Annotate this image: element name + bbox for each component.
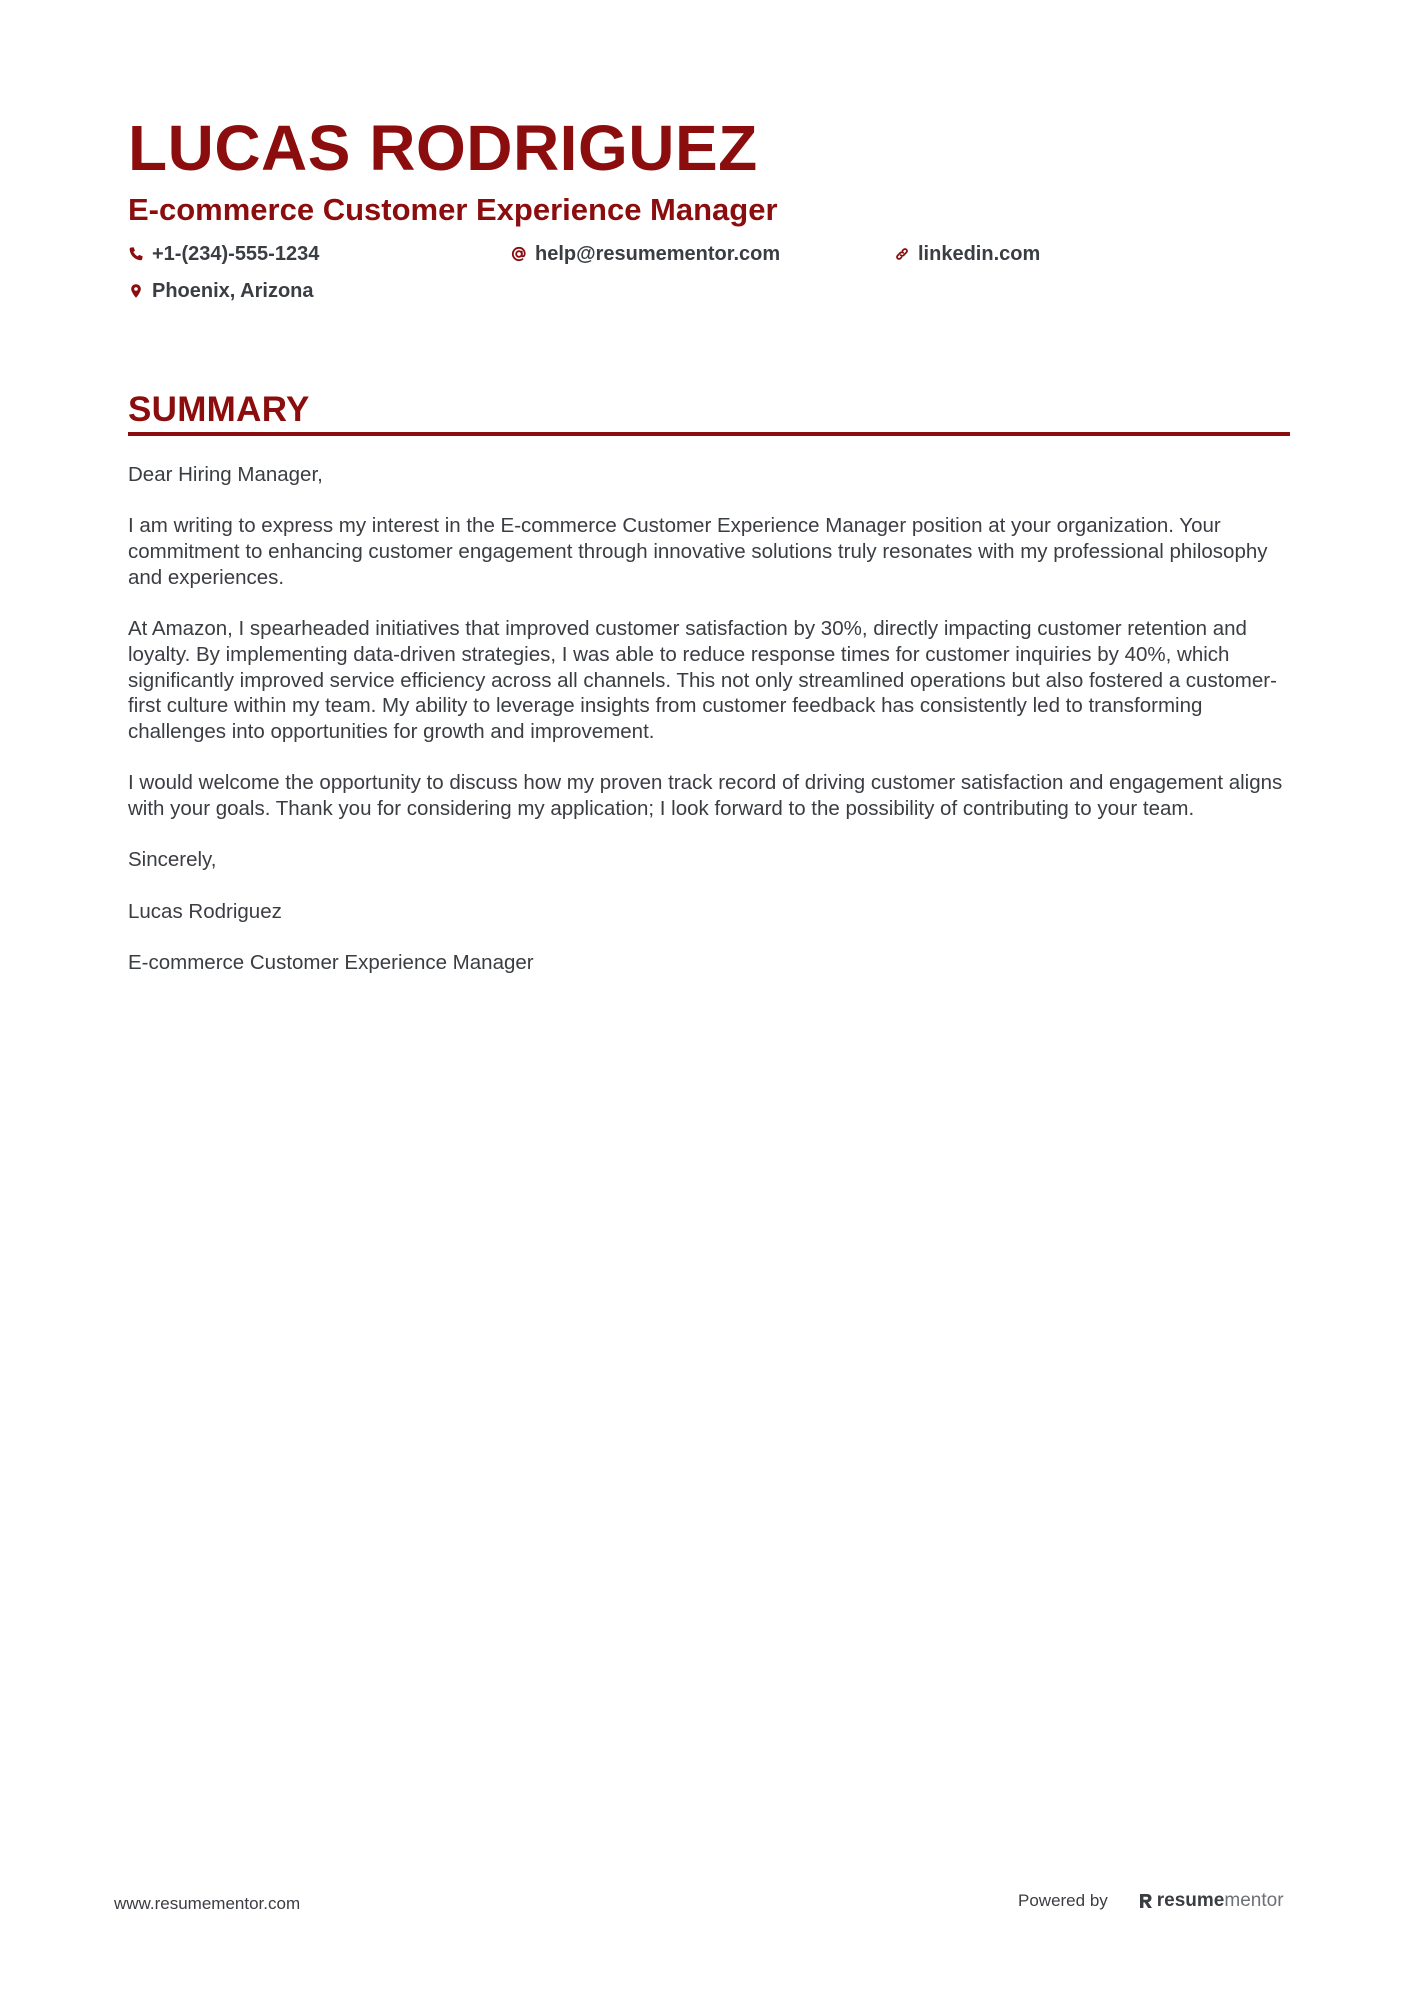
letter-signature-name: Lucas Rodriguez xyxy=(128,899,282,923)
cover-letter-body xyxy=(128,462,1290,1002)
letter-signature-title: E-commerce Customer Experience Manager xyxy=(128,951,534,975)
linkedin-text: linkedin.com xyxy=(918,242,1041,265)
email-text: help@resumementor.com xyxy=(535,242,781,265)
powered-by-label: Powered by xyxy=(1018,1891,1108,1910)
phone-icon xyxy=(128,246,144,262)
at-sign-icon xyxy=(511,246,527,262)
candidate-name: LUCAS RODRIGUEZ xyxy=(128,112,758,184)
letter-salutation: Dear Hiring Manager, xyxy=(128,463,323,486)
link-icon xyxy=(894,246,910,262)
logo-text-bold: resume xyxy=(1156,1890,1225,1911)
location-text: Phoenix, Arizona xyxy=(152,279,314,302)
letter-paragraph: At Amazon, I spearheaded initiatives that improved customer satisfaction by 30%, directly impacting customer retention and loyalty. By implementing data-driven strategies, I was able to reduce response times for customer inquiries by 40%, which significantly improved service efficiency across all channels. This not only streamlined operations but also fostered a customer-first culture within my team. My ability to leverage insights from customer feedback has consistently led to transforming challenges into opportunities for growth and improvement. xyxy=(128,617,1277,743)
letter-paragraph: I would welcome the opportunity to discuss how my proven track record of driving customer satisfaction and engagement aligns with your goals. Thank you for considering my application; I look forward to the possibility of contributing to your team. xyxy=(128,771,1283,821)
contact-linkedin[interactable] xyxy=(894,240,1040,268)
summary-heading: SUMMARY xyxy=(128,390,310,429)
candidate-job-title: E-commerce Customer Experience Manager xyxy=(128,192,778,227)
resumementor-logo-icon xyxy=(1138,1892,1154,1910)
phone-text: +1-(234)-555-1234 xyxy=(152,242,320,265)
letter-paragraph: I am writing to express my interest in the E-commerce Customer Experience Manager position at your organization. Your commitment to enhancing customer engagement through innovative solutions truly resonates with my professional philosophy and experiences. xyxy=(128,514,1268,589)
contact-email[interactable] xyxy=(511,240,780,268)
footer-website-link[interactable]: www.resumementor.com xyxy=(114,1894,301,1913)
map-pin-icon xyxy=(128,283,144,299)
letter-closing: Sincerely, xyxy=(128,848,217,872)
logo-text-light: mentor xyxy=(1224,1890,1284,1911)
contact-phone xyxy=(128,240,319,268)
footer-branding xyxy=(1018,1890,1284,1912)
contact-location xyxy=(128,277,314,305)
section-divider xyxy=(128,432,1290,436)
resumementor-logo[interactable] xyxy=(1138,1890,1284,1912)
